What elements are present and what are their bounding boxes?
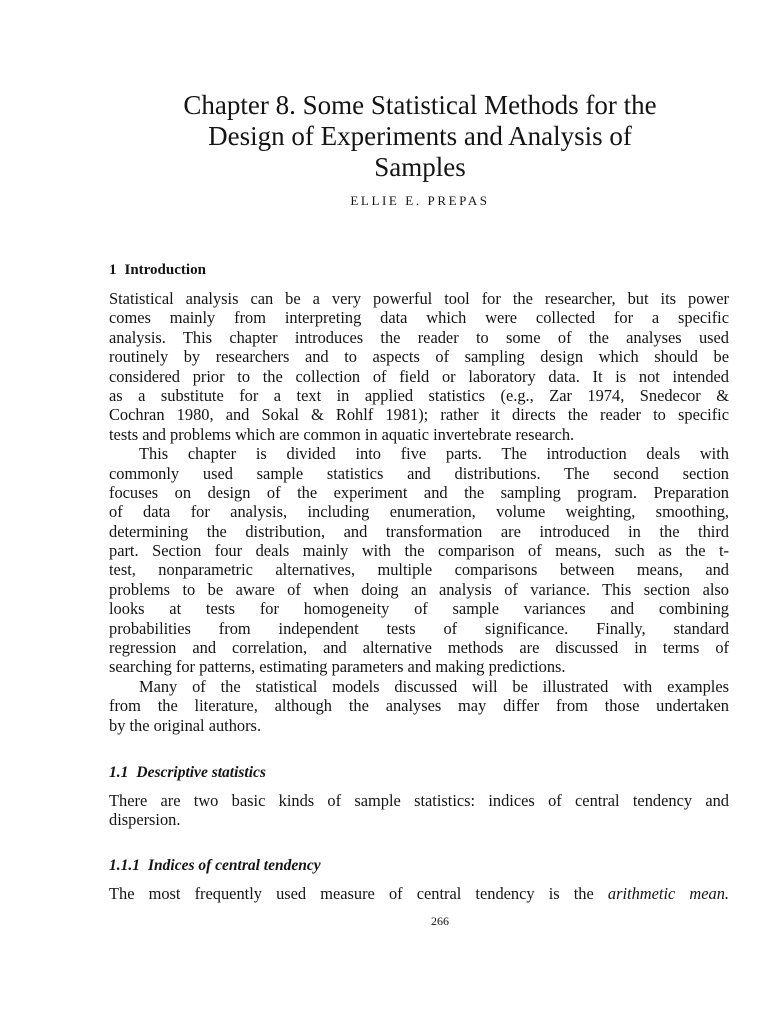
text-line: from the literature, although the analyses may differ from those undertaken	[109, 696, 729, 716]
emphasized-term: arithmetic mean.	[607, 884, 729, 903]
text-line: probabilities from independent tests of significance. Finally, standard	[109, 618, 729, 638]
chapter-title-line: Samples	[374, 152, 466, 182]
descriptive-statistics-body	[109, 791, 729, 830]
subsubsection-title: Indices of central tendency	[148, 857, 321, 874]
text-line: There are two basic kinds of sample statistics: indices of central tendency and	[109, 791, 729, 810]
text-line: analysis. This chapter introduces the reader to some of the analyses used	[109, 327, 729, 347]
text-line: by the original authors.	[109, 715, 262, 735]
subsection-number: 1.1	[109, 764, 129, 781]
text-line: considered prior to the collection of field or laboratory data. It is not intended	[109, 366, 729, 386]
subsubsection-number: 1.1.1	[109, 857, 140, 874]
text-line: This chapter is divided into five parts. The introduction deals with	[139, 444, 729, 464]
text-line: test, nonparametric alternatives, multiple comparisons between means, and	[109, 560, 729, 580]
text-line: looks at tests for homogeneity of sample variances and combining	[109, 599, 729, 619]
text-line: searching for patterns, estimating parameters and making predictions.	[109, 657, 566, 677]
section-number: 1	[109, 262, 117, 278]
introduction-body	[109, 289, 729, 735]
text-line: problems to be aware of when doing an analysis of variance. This section also	[109, 579, 729, 599]
text-line: tests and problems which are common in aquatic invertebrate research.	[109, 424, 575, 444]
text-run: The most frequently used measure of central tendency is the	[109, 884, 608, 903]
text-line: determining the distribution, and transformation are introduced in the third	[109, 521, 729, 541]
subsection-title: Descriptive statistics	[136, 764, 266, 781]
text-line: dispersion.	[109, 810, 181, 830]
subsection-heading-descriptive-statistics	[109, 764, 266, 782]
text-line: commonly used sample statistics and distributions. The second section	[109, 463, 729, 483]
text-line: comes mainly from interpreting data which were collected for a specific	[109, 308, 729, 328]
section-heading-introduction	[109, 262, 206, 279]
subsubsection-heading-central-tendency	[109, 857, 321, 875]
text-line: regression and correlation, and alternative methods are discussed in terms of	[109, 638, 729, 658]
text-line: as a substitute for a text in applied statistics (e.g., Zar 1974, Snedecor &	[109, 385, 729, 405]
text-line: Statistical analysis can be a very powerful tool for the researcher, but its power	[109, 289, 729, 308]
chapter-title	[100, 90, 740, 183]
author-name: ELLIE E. PREPAS	[350, 193, 490, 208]
text-line: of data for analysis, including enumeration, volume weighting, smoothing,	[109, 502, 729, 522]
chapter-title-line: Design of Experiments and Analysis of	[208, 121, 632, 151]
text-line: Cochran 1980, and Sokal & Rohlf 1981); rather it directs the reader to specific	[109, 405, 729, 425]
text-line: Many of the statistical models discussed will be illustrated with examples	[139, 676, 729, 696]
text-line: routinely by researchers and to aspects of sampling design which should be	[109, 347, 729, 367]
central-tendency-body	[109, 884, 729, 903]
text-line	[109, 884, 729, 903]
page-number: 266	[431, 914, 449, 928]
text-line: focuses on design of the experiment and the sampling program. Preparation	[109, 482, 729, 502]
text-line: part. Section four deals mainly with the comparison of means, such as the t-	[109, 541, 729, 561]
chapter-title-line: Chapter 8. Some Statistical Methods for the	[183, 90, 657, 120]
section-title: Introduction	[124, 262, 206, 278]
